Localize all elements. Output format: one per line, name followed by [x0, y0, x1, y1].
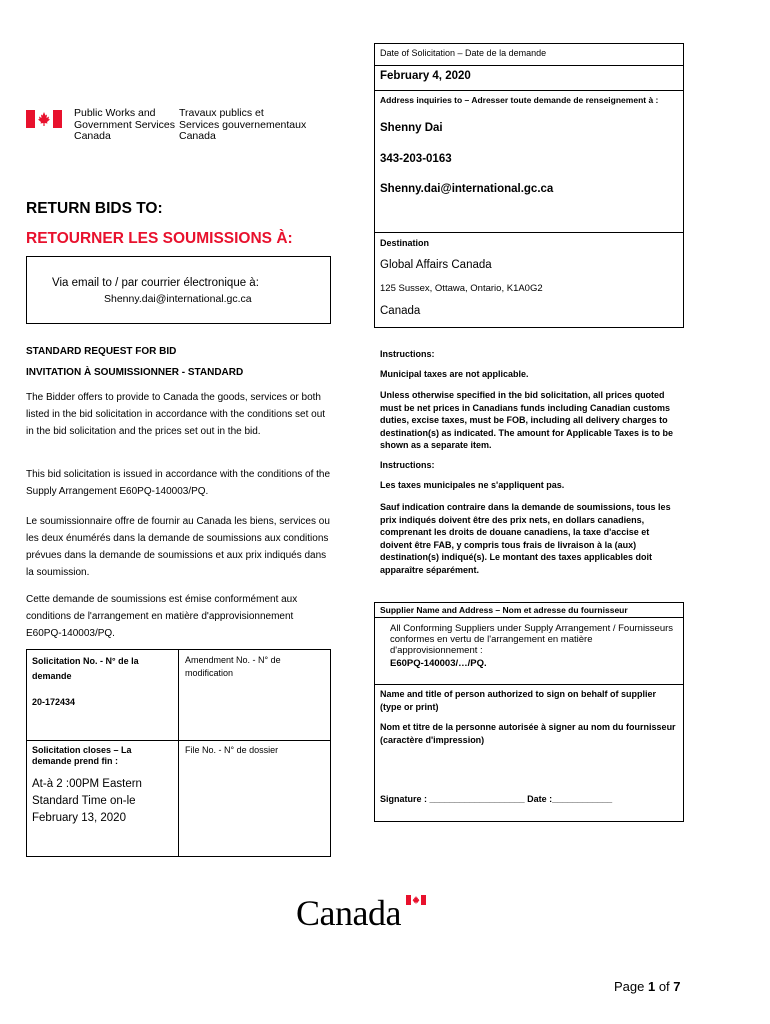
supplier-ref: E60PQ-140003/…/PQ.	[390, 658, 487, 669]
department-name-en	[74, 108, 175, 143]
government-identifier	[26, 108, 316, 142]
destination-label: Destination	[380, 238, 430, 248]
canada-wordmark	[296, 893, 436, 937]
paragraph-4: Cette demande de soumissions est émise conformément aux conditions de l'arrangement en matière d'approvisionnement E60PQ-140003/PQ.	[26, 594, 298, 639]
destination-line2: 125 Sussex, Ottawa, Ontario, K1A0G2	[380, 283, 543, 294]
destination-line1: Global Affairs Canada	[380, 259, 492, 271]
paragraph-3: Le soumissionnaire offre de fournir au Canada les biens, services ou les deux énumérés dans la demande de soumissions aux conditions prévues dans la demande de soumissions et aux prix indiqués dans la soumission.	[26, 516, 330, 578]
standard-request-fr: INVITATION À SOUMISSIONNER - STANDARD	[26, 367, 244, 378]
standard-request-en: STANDARD REQUEST FOR BID	[26, 346, 177, 357]
return-bids-en: RETURN BIDS TO:	[26, 200, 163, 217]
page-of: of	[655, 979, 674, 994]
authorized-en: Name and title of person authorized to sign on behalf of supplier (type or print)	[380, 689, 657, 712]
dept-fr-line1: Travaux publics et	[179, 107, 264, 119]
dept-en-line2: Government Services	[74, 118, 175, 131]
authorized-fr: Nom et titre de la personne autorisée à signer au nom du fournisseur (caractère d'impression)	[380, 722, 676, 745]
page-current: 1	[647, 979, 656, 994]
paragraph-2: This bid solicitation is issued in accordance with the conditions of the Supply Arrangement E60PQ-140003/PQ.	[26, 469, 331, 497]
instructions-en-label: Instructions:	[380, 349, 435, 359]
closes-label: Solicitation closes – La demande prend fin :	[32, 745, 132, 766]
address-label: Address inquiries to – Adresser toute demande de renseignement à :	[380, 95, 659, 105]
dept-en-line1: Public Works and	[74, 107, 156, 119]
contact-phone: 343-203-0163	[380, 153, 452, 165]
instructions-fr-2: Sauf indication contraire dans la demande de soumissions, tous les prix indiqués doivent être des prix nets, en dollars canadiens, comprenant les droits de douane canadiens, la taxe d'accise et doivent être FAB, y compris tous frais de livraison à la (aux) destination(s) indiqué(s). Le montant des taxes applicables doit apparaître séparément.	[380, 502, 671, 575]
wordmark-flag-icon	[406, 895, 426, 905]
amendment-label: Amendment No. - N° de modification	[185, 655, 281, 678]
solicitation-no-value: 20-172434	[32, 697, 76, 707]
email-value[interactable]: Shenny.dai@international.gc.ca	[104, 293, 252, 305]
dept-fr-line3: Canada	[179, 130, 216, 142]
date-value: February 4, 2020	[380, 70, 471, 82]
destination-line3: Canada	[380, 305, 421, 317]
email-box	[26, 256, 331, 324]
dept-fr-line2: Services gouvernementaux	[179, 118, 307, 131]
page-total: 7	[673, 979, 681, 994]
page-number	[614, 979, 681, 994]
contact-name: Shenny Dai	[380, 122, 443, 134]
solicitation-no-label: Solicitation No. - N° de la demande	[32, 656, 139, 681]
instructions-fr-label: Instructions:	[380, 460, 435, 470]
date-label: Date of Solicitation – Date de la demande	[380, 48, 547, 58]
contact-email[interactable]: Shenny.dai@international.gc.ca	[380, 183, 554, 195]
file-no-label: File No. - N° de dossier	[185, 745, 279, 755]
paragraph-1: The Bidder offers to provide to Canada the goods, services or both listed in the bid solicitation in accordance with the conditions set out in the bid solicitation and the prices set out in the bid.	[26, 392, 326, 437]
department-name-fr	[179, 108, 306, 143]
canada-wordmark-text: Canada	[296, 893, 401, 933]
supplier-text: All Conforming Suppliers under Supply Arrangement / Fournisseurs conformes en vertu de l'arrangement en matière d'approvisionnement :	[390, 623, 674, 656]
canada-flag-icon	[26, 110, 62, 128]
dept-en-line3: Canada	[74, 130, 111, 142]
instructions-en-1: Municipal taxes are not applicable.	[380, 369, 529, 379]
page-prefix: Page	[614, 979, 648, 994]
instructions-en-2: Unless otherwise specified in the bid solicitation, all prices quoted must be net prices in Canadians funds including Canadian customs duties, excise taxes, must be FOB, including all delivery charges to destination(s) as indicated. The amount for Applicable Taxes is to be shown as a separate item.	[380, 390, 674, 450]
email-label: Via email to / par courrier électronique à:	[52, 277, 259, 289]
supplier-label: Supplier Name and Address – Nom et adresse du fournisseur	[380, 605, 628, 615]
instructions-fr-1: Les taxes municipales ne s'appliquent pas.	[380, 480, 565, 490]
closes-value: At-à 2 :00PM Eastern Standard Time on-le February 13, 2020	[32, 778, 142, 824]
signature-line[interactable]: Signature : ___________________ Date :____________	[380, 794, 613, 804]
return-bids-fr: RETOURNER LES SOUMISSIONS À:	[26, 230, 293, 247]
